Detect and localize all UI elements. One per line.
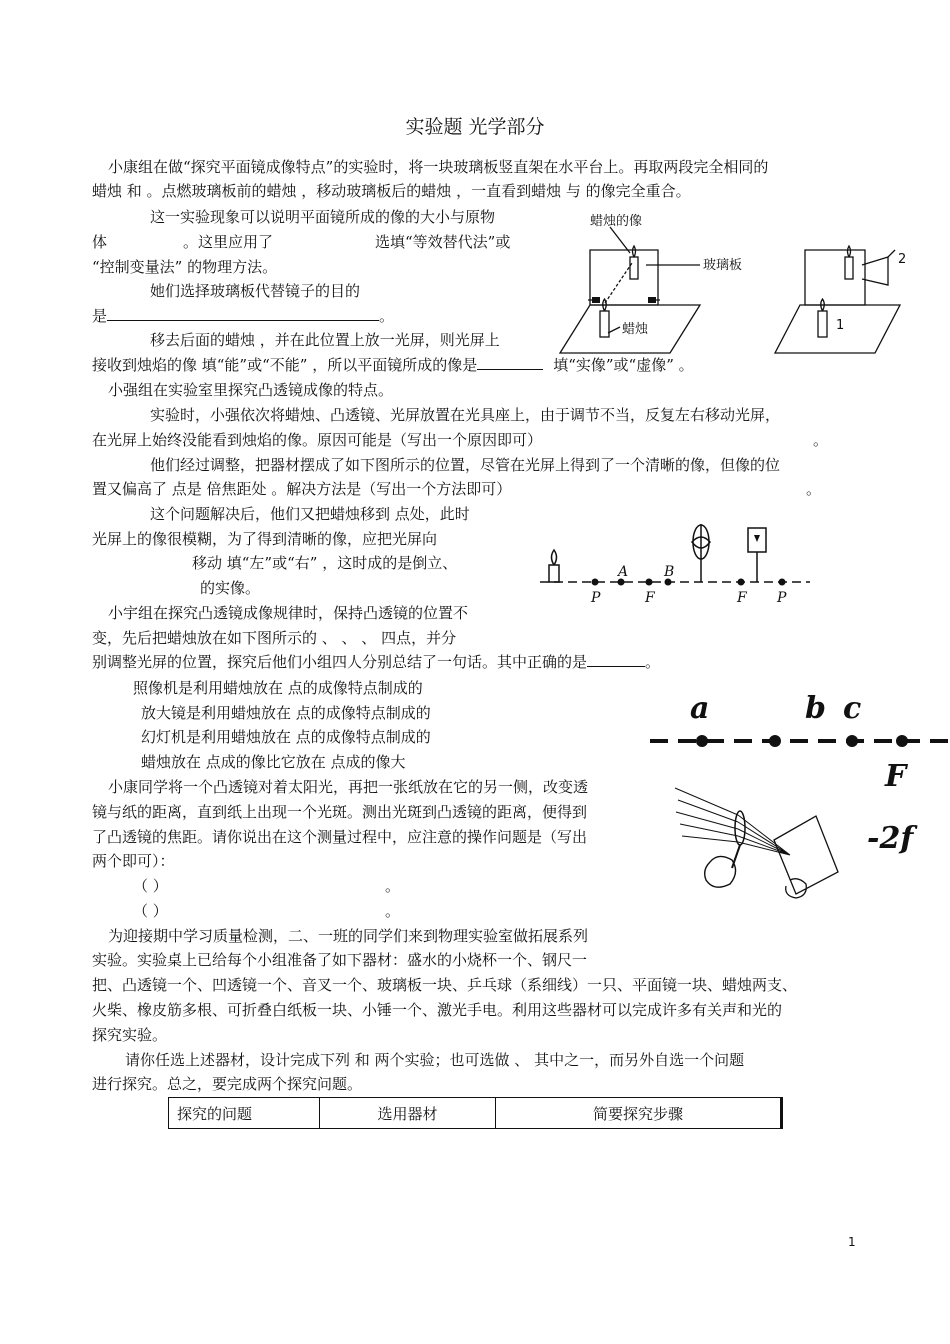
plane-mirror-figure [550,205,930,355]
text-line: 的实像。 [200,579,261,597]
text-line: 光屏上的像很模糊，为了得到清晰的像，应把光屏向 [92,530,438,548]
candle [549,565,559,582]
text-line: 这一实验现象可以说明平面镜所成的像的大小与原物 [150,208,496,226]
glass-plate [590,250,658,305]
text-line: 放大镜是利用蜡烛放在 点的成像特点制成的 [141,704,431,722]
label-A: A [618,564,629,580]
point-b [769,735,781,747]
label-b: b [805,691,826,726]
table-header-materials: 选用器材 [320,1098,496,1129]
text-fragment: 接收到烛焰的像 填“能”或“不能” ，所以平面镜所成的像是 [92,356,478,374]
text-line: 实验时，小强依次将蜡烛、凸透镜、光屏放置在光具座上，由于调节不当，反复左右移动光屏， [150,406,781,424]
text-line: 探究实验。 [92,1026,168,1044]
answer-blank[interactable] [587,652,645,667]
sunlight-focus-figure [670,780,840,900]
sun-rays [675,788,738,842]
text-line: 选填“等效替代法”或 [375,233,511,251]
text-fragment: 别调整光屏的位置，探究后他们小组四人分别总结了一句话。其中正确的是 [92,653,588,671]
text-fragment: 。 [379,307,395,325]
point-F-left [646,579,653,586]
text-line: 两个即可）： [92,852,175,870]
text-line: 。 [385,877,401,895]
label-a: a [690,691,710,726]
label-F-right: F [737,590,747,606]
text-fragment: 是 [92,307,108,325]
text-line: 移去后面的蜡烛 ，并在此位置上放一光屏，则光屏上 [150,331,500,349]
label-candle-image: 蜡烛的像 [590,214,643,229]
text-line: 小康组在做“探究平面镜成像特点”的实验时，将一块玻璃板竖直架在水平台上。再取两段完全相同的 [108,158,769,176]
optical-bench-figure [535,520,815,610]
page-number: 1 [848,1235,856,1249]
point-F [896,735,908,747]
text-line: 进行探究。总之，要完成两个探究问题。 [92,1075,363,1093]
point-P-left [592,579,599,586]
text-line: 蜡烛放在 点成的像比它放在 点成的像大 [141,753,406,771]
text-line: 小康同学将一个凸透镜对着太阳光，再把一张纸放在它的另一侧，改变透 [108,778,589,796]
label-P-left: P [591,590,601,606]
text-line [92,355,694,375]
label-candle: 蜡烛 [622,322,649,337]
text-line [92,652,660,672]
label-2f: -2f [867,821,914,856]
text-fragment: 填“实像”或“虚像” 。 [553,356,694,374]
text-line: 在光屏上始终没能看到烛焰的像。原因可能是（写出一个原因即可） [92,431,543,449]
text-line [92,306,394,326]
text-line: 体 [92,233,108,251]
text-line: 为迎接期中学习质量检测，二、一班的同学们来到物理实验室做拓展系列 [108,927,589,945]
candle [600,311,609,337]
text-line: 移动 填“左”或“右” ，这时成的是倒立、 [192,554,458,572]
image-on-screen [754,535,760,542]
text-line: 变，先后把蜡烛放在如下图所示的 、 、 、 四点，并分 [92,629,457,647]
right-hand [786,879,807,898]
text-line: 置又偏高了 点是 倍焦距处 。解决方法是（写出一个方法即可） [92,480,512,498]
point-c [846,735,858,747]
label-P-right: P [777,590,787,606]
candle-image [630,257,638,279]
answer-blank[interactable] [107,306,379,321]
label-B: B [664,564,675,580]
text-line: 。 [813,431,829,449]
text-line: 火柴、橡皮筋多根、可折叠白纸板一块、小锤一个、激光手电。利用这些器材可以完成许多有关声和光的 [92,1001,783,1019]
label-c: c [843,691,862,726]
table-header-steps: 简要探究步骤 [496,1098,782,1129]
text-line: 。 [806,480,822,498]
text-line: （ ） [133,877,168,895]
flame [552,550,557,565]
lens-handle [732,845,740,868]
point-P-right [779,579,786,586]
text-line: 了凸透镜的焦距。请你说出在这个测量过程中，应注意的操作问题是（写出 [92,828,588,846]
point-F-right [738,579,745,586]
text-line: 镜与纸的距离，直到纸上出现一个光斑。测出光斑到凸透镜的距离，便得到 [92,803,588,821]
page-title: 实验题 光学部分 [405,116,545,138]
label-F-left: F [645,590,655,606]
text-line: “控制变量法” 的物理方法。 [92,258,278,276]
label-F: F [885,759,907,794]
text-line: 小强组在实验室里探究凸透镜成像的特点。 [108,381,394,399]
table-header-question: 探究的问题 [169,1098,320,1129]
answer-blank[interactable] [477,355,543,370]
text-line: 。这里应用了 [183,233,274,251]
left-hand [705,856,736,887]
text-line: 这个问题解决后，他们又把蜡烛移到 点处，此时 [150,505,470,523]
text-line: 照像机是利用蜡烛放在 点的成像特点制成的 [133,679,423,697]
text-line: 。 [385,902,401,920]
paper [774,816,838,894]
inquiry-table [168,1097,783,1129]
label-num-2: 2 [898,252,907,267]
point-a [696,735,708,747]
text-line: 他们经过调整，把器材摆成了如下图所示的位置，尽管在光屏上得到了一个清晰的像，但像的位 [150,456,781,474]
text-line: 幻灯机是利用蜡烛放在 点的成像特点制成的 [141,728,431,746]
text-line: 她们选择玻璃板代替镜子的目的 [150,282,361,300]
text-line: 蜡烛 和 。点燃玻璃板前的蜡烛 ，移动玻璃板后的蜡烛 ，一直看到蜡烛 与 的像完全重合。 [92,182,691,200]
label-glass: 玻璃板 [703,258,743,273]
text-line: 实验。实验桌上已给每个小组准备了如下器材：盛水的小烧杯一个、钢尺一 [92,951,588,969]
text-line: 请你任选上述器材，设计完成下列 和 两个实验；也可选做 、 其中之一，而另外自选一个问题 [125,1051,745,1069]
text-fragment: 。 [645,653,661,671]
label-num-1: 1 [836,318,845,333]
text-line: 小宇组在探究凸透镜成像规律时，保持凸透镜的位置不 [108,604,469,622]
text-line: 把、凸透镜一个、凹透镜一个、音叉一个、玻璃板一块、乒乓球（系细线）一只、平面镜一块、蜡烛两支、 [92,976,798,994]
text-line: （ ） [133,902,168,920]
